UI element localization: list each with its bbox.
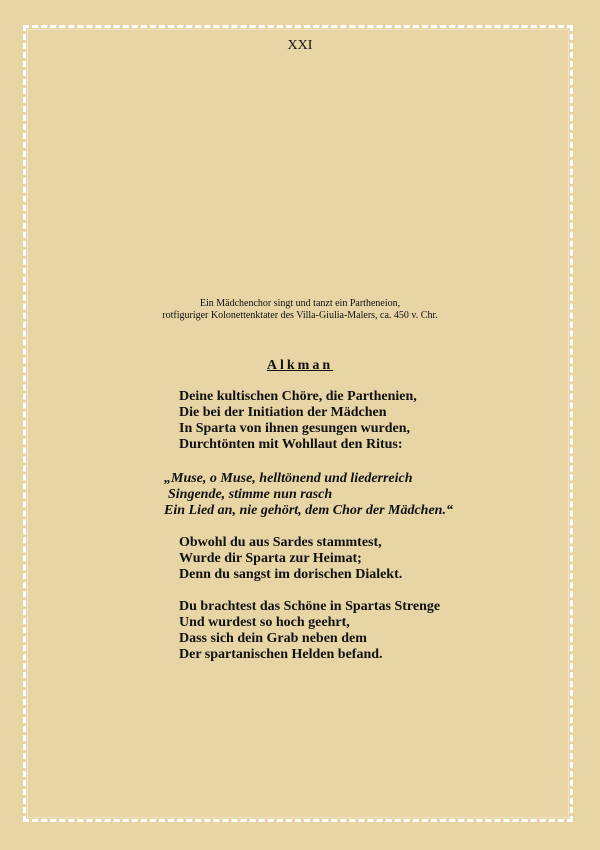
verse-line: Denn du sangst im dorischen Dialekt. <box>179 567 403 582</box>
stanza-4 <box>179 599 440 663</box>
verse-line: Die bei der Initiation der Mädchen <box>179 405 387 420</box>
caption-line-1: Ein Mädchenchor singt und tanzt ein Partheneion, <box>199 298 401 309</box>
verse-line: Wurde dir Sparta zur Heimat; <box>179 551 362 566</box>
caption-line-2: rotfiguriger Kolonettenktater des Villa-Giulia-Malers, ca. 450 v. Chr. <box>162 310 438 321</box>
verse-line: Der spartanischen Helden befand. <box>179 647 383 662</box>
poem-title: Alkman <box>266 358 334 373</box>
verse-line: Deine kultischen Chöre, die Parthenien, <box>179 389 417 404</box>
verse-line: Obwohl du aus Sardes stammtest, <box>179 535 382 550</box>
verse-line: Dass sich dein Grab neben dem <box>179 631 367 646</box>
verse-line: Ein Lied an, nie gehört, dem Chor der Mädchen.“ <box>164 503 453 518</box>
stanza-2-quote <box>164 471 453 519</box>
image-caption <box>0 298 600 322</box>
verse-line: „Muse, o Muse, helltönend und liederreich <box>164 471 413 486</box>
verse-line: Und wurdest so hoch geehrt, <box>179 615 350 630</box>
page-number: XXI <box>287 38 313 53</box>
stanza-3 <box>179 535 402 583</box>
verse-line: In Sparta von ihnen gesungen wurden, <box>179 421 411 436</box>
verse-line: Du brachtest das Schöne in Spartas Strenge <box>179 599 441 614</box>
verse-line: Durchtönten mit Wohllaut den Ritus: <box>179 437 403 452</box>
stanza-1 <box>179 389 417 453</box>
verse-line: Singende, stimme nun rasch <box>168 487 333 502</box>
